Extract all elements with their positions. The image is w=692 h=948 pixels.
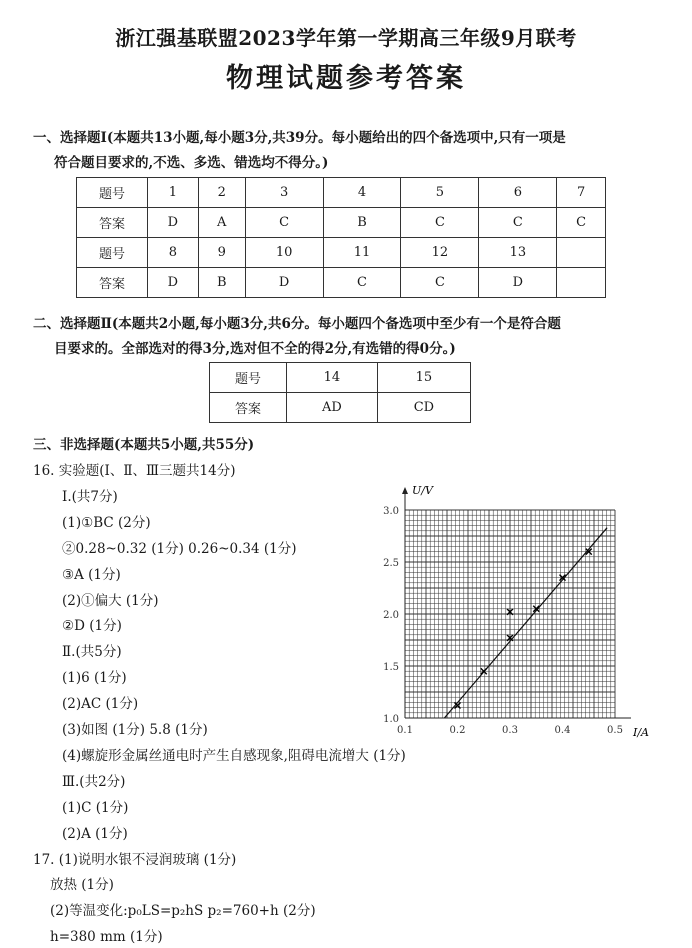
answer-line: 16. 实验题(Ⅰ、Ⅱ、Ⅲ三题共14分): [33, 463, 236, 479]
table1-cell: 8: [148, 238, 199, 268]
table2-cell: CD: [377, 393, 470, 423]
table1-cell: 6: [479, 178, 557, 208]
table1-cell: C: [401, 268, 479, 298]
y-tick-label: 2.0: [383, 610, 399, 621]
table1-cell: 1: [148, 178, 199, 208]
y-tick-label: 3.0: [383, 506, 399, 517]
x-tick-label: 0.2: [449, 725, 466, 736]
answer-line: (2)等温变化:p₀LS=p₂hS p₂=760+h (2分): [50, 903, 316, 920]
graph-grid: [405, 510, 615, 718]
table2-cell: 14: [287, 363, 378, 393]
table2-row: [210, 393, 471, 423]
answer-line: 17. (1)说明水银不浸润玻璃 (1分): [33, 851, 237, 868]
table1-cell: 4: [323, 178, 401, 208]
graph-fit-line: [444, 528, 607, 718]
answer-table-1: [76, 177, 606, 298]
table2-row-header: 答案: [210, 393, 287, 423]
table1-row-header: 答案: [77, 268, 148, 298]
document-title: 浙江强基联盟2023学年第一学期高三年级9月联考: [115, 26, 577, 50]
table1-cell: [557, 238, 606, 268]
table1-row-header: 答案: [77, 208, 148, 238]
table1-row-header: 题号: [77, 178, 148, 208]
table2-cell: AD: [287, 393, 378, 423]
table1-cell: 5: [401, 178, 479, 208]
section1-heading-line2: 符合题目要求的,不选、多选、错选均不得分。): [54, 155, 329, 171]
table1-cell: 7: [557, 178, 606, 208]
table1-cell: D: [148, 208, 199, 238]
section3-heading: 三、非选择题(本题共5小题,共55分): [33, 437, 255, 453]
table1-row: [77, 178, 606, 208]
table1-cell: B: [198, 268, 245, 298]
table1-cell: [557, 268, 606, 298]
answer-line: h=380 mm (1分): [50, 929, 163, 946]
table1-row: [77, 208, 606, 238]
x-tick-label: 0.5: [607, 725, 623, 736]
answer-line: Ⅰ.(共7分): [62, 488, 118, 505]
y-tick-label: 1.0: [383, 714, 399, 725]
y-axis-arrow: [402, 487, 408, 494]
x-axis-label: I/A: [633, 726, 649, 739]
x-tick-label: 0.3: [502, 725, 518, 736]
section2-heading-line1: 二、选择题Ⅱ(本题共2小题,每小题3分,共6分。每小题四个备选项中至少有一个是符合题: [33, 316, 561, 332]
y-tick-label: 1.5: [383, 662, 399, 673]
table1-row: [77, 268, 606, 298]
table1-cell: 11: [323, 238, 401, 268]
table2-row: [210, 363, 471, 393]
answer-line: (4)螺旋形金属丝通电时产生自感现象,阻碍电流增大 (1分): [62, 747, 406, 764]
table1-cell: B: [323, 208, 401, 238]
table1-row-header: 题号: [77, 238, 148, 268]
table1-cell: C: [479, 208, 557, 238]
answer-line: (1)C (1分): [62, 799, 129, 816]
table1-cell: C: [245, 208, 323, 238]
y-tick-label: 2.5: [383, 558, 399, 569]
answer-table-2: [209, 362, 471, 423]
answer-line: (1)6 (1分): [62, 670, 127, 687]
answer-line: (3)如图 (1分) 5.8 (1分): [62, 722, 208, 738]
table1-cell: 10: [245, 238, 323, 268]
graph-ticks: [383, 506, 623, 736]
table1-cell: D: [148, 268, 199, 298]
table1-cell: 2: [198, 178, 245, 208]
document-subtitle: 物理试题参考答案: [226, 63, 466, 94]
answer-line: (2)AC (1分): [62, 696, 139, 713]
answer-line: (1)①BC (2分): [62, 514, 151, 531]
table1-cell: C: [557, 208, 606, 238]
graph-axes: [402, 487, 631, 718]
fit-line: [444, 528, 607, 718]
answer-line: (2)A (1分): [62, 825, 128, 842]
answer-line: ③A (1分): [62, 566, 121, 583]
u-i-graph: [375, 480, 665, 748]
answer-line: ②D (1分): [62, 618, 122, 635]
table1-row: [77, 238, 606, 268]
table1-cell: D: [245, 268, 323, 298]
section2-heading-line2: 目要求的。全部选对的得3分,选对但不全的得2分,有选错的得0分。): [54, 341, 456, 357]
section1-heading-line1: 一、选择题Ⅰ(本题共13小题,每小题3分,共39分。每小题给出的四个备选项中,只有一项是: [33, 130, 566, 146]
y-axis-label: U/V: [412, 484, 433, 497]
table2-row-header: 题号: [210, 363, 287, 393]
table1-cell: A: [198, 208, 245, 238]
table1-cell: 12: [401, 238, 479, 268]
table1-cell: 13: [479, 238, 557, 268]
table2-cell: 15: [377, 363, 470, 393]
x-tick-label: 0.4: [554, 725, 571, 736]
answer-line: Ⅲ.(共2分): [62, 773, 126, 790]
table1-cell: 9: [198, 238, 245, 268]
answer-line: Ⅱ.(共5分): [62, 644, 122, 661]
table1-cell: D: [479, 268, 557, 298]
answer-line: (2)①偏大 (1分): [62, 592, 159, 609]
table1-cell: C: [323, 268, 401, 298]
answer-line: 放热 (1分): [50, 877, 114, 894]
table1-cell: C: [401, 208, 479, 238]
x-tick-label: 0.1: [397, 725, 413, 736]
table1-cell: 3: [245, 178, 323, 208]
answer-line: ②0.28~0.32 (1分) 0.26~0.34 (1分): [62, 540, 297, 557]
